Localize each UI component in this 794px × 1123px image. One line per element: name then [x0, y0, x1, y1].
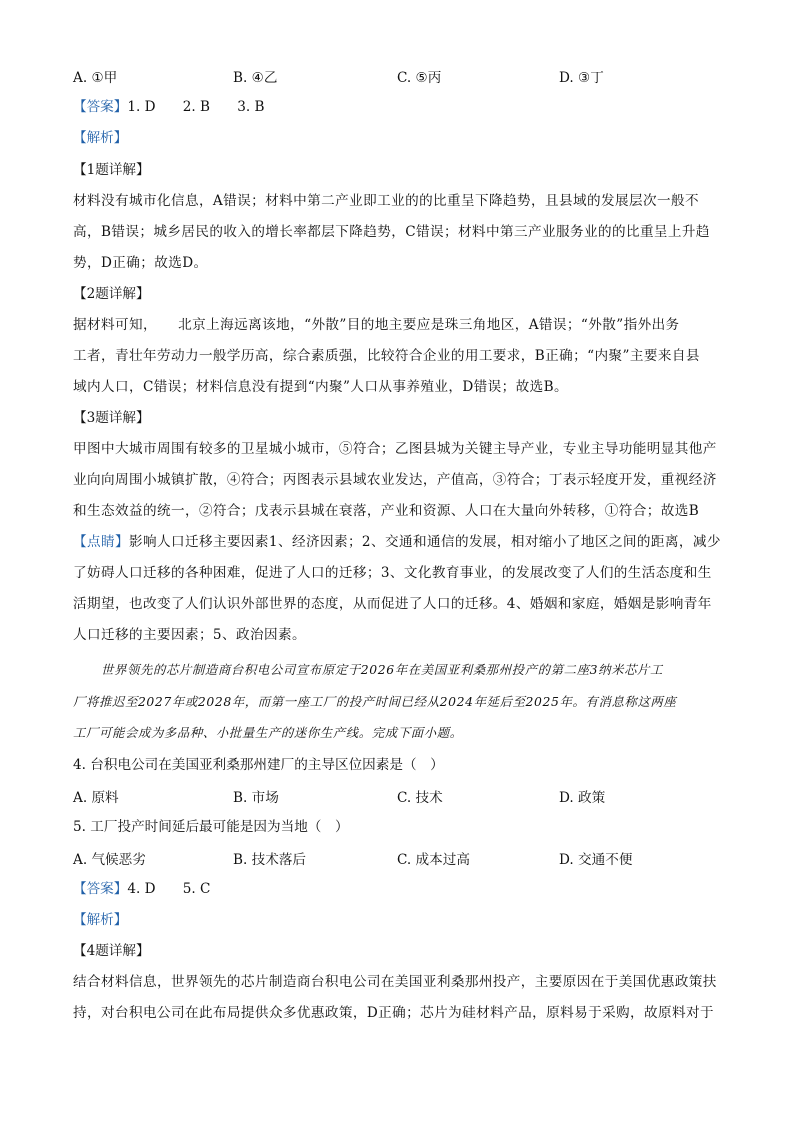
q5-stem: 5. 工厂投产时间延后最可能是因为当地（ ）	[73, 819, 349, 835]
q4-stem: 4. 台积电公司在美国亚利桑那州建厂的主导区位因素是（ ）	[73, 757, 444, 773]
q3-option-a: A. ①甲	[73, 70, 118, 86]
analysis-label: 【解析】	[73, 912, 128, 928]
q5-option-c: C. 成本过高	[397, 852, 470, 868]
detail-4-line: 结合材料信息，世界领先的芯片制造商台积电公司在美国亚利桑那州投产，主要原因在于美国优惠政策扶	[73, 974, 717, 990]
q3-option-b: B. ④乙	[233, 70, 278, 86]
detail-2-line: 域内人口，C错误；材料信息没有提到“内聚”人口从事养殖业，D错误；故选B。	[73, 379, 568, 395]
q4-option-a: A. 原料	[73, 790, 119, 806]
tips-line: 人口迁移的主要因素；5、政治因素。	[73, 627, 306, 643]
detail-1-line: 高，B错误；城乡居民的收入的增长率都层下降趋势，C错误；材料中第三产业服务业的的比重呈上升趋	[73, 224, 710, 240]
q3-options	[73, 66, 723, 86]
q5-options	[73, 848, 723, 868]
tips-line: 了妨碍人口迁移的各种困难，促进了人口的迁移；3、文化教育事业，的发展改变了人们的生活态度和生	[73, 565, 712, 581]
answer-4-5	[73, 879, 723, 899]
answer-label: 【答案】	[73, 99, 128, 115]
answer-label: 【答案】	[73, 881, 128, 897]
detail-4-line: 持，对台积电公司在此布局提供众多优惠政策，D正确；芯片为硅材料产品，原料易于采购，故原料对于	[73, 1005, 715, 1021]
q4-options	[73, 786, 723, 806]
detail-3-line: 业向向周围小城镇扩散，④符合；丙图表示县域农业发达，产值高，③符合；丁表示轻度开发，重视经济	[73, 472, 717, 488]
tips-label: 【点睛】	[73, 534, 129, 550]
detail-3-line: 和生态效益的统一，②符合；戊表示县城在衰落，产业和资源、人口在大量向外转移，①符合；故选B	[73, 503, 700, 519]
q4-option-c: C. 技术	[397, 790, 443, 806]
tips-line: 活期望，也改变了人们认识外部世界的态度，从而促进了人口的迁移。4、婚姻和家庭，婚姻是影响青年	[73, 596, 712, 612]
answer-text: 1. D 2. B 3. B	[127, 99, 265, 115]
detail-3-line: 甲图中大城市周围有较多的卫星城小城市，⑤符合；乙图县城为关键主导产业，专业主导功能明显其他产	[73, 441, 717, 457]
detail-2-line: 工者，青壮年劳动力一般学历高，综合素质强，比较符合企业的用工要求，B正确；“内聚”主要来自县	[73, 348, 700, 364]
q5-option-b: B. 技术落后	[233, 852, 307, 868]
material-line: 世界领先的芯片制造商台积电公司宣布原定于2026年在美国亚利桑那州投产的第二座3纳米芯片工	[101, 662, 664, 677]
q4-option-d: D. 政策	[559, 790, 606, 806]
detail-1-line: 材料没有城市化信息，A错误；材料中第二产业即工业的的比重呈下降趋势，且县域的发展层次一般不	[73, 193, 699, 209]
material-line: 厂将推迟至2027年或2028年，而第一座工厂的投产时间已经从2024年延后至2025年。有消息称这两座	[73, 694, 677, 709]
q5-option-d: D. 交通不便	[559, 852, 633, 868]
answer-1-3	[73, 97, 723, 117]
material-line: 工厂可能会成为多品种、小批量生产的迷你生产线。完成下面小题。	[73, 725, 463, 740]
detail-2-line: 据材料可知， 北京上海远离该地，“外散”目的地主要应是珠三角地区，A错误；“外散”指外出务	[73, 317, 680, 333]
tips-line	[73, 532, 723, 552]
q3-option-c: C. ⑤丙	[397, 70, 442, 86]
q4-option-b: B. 市场	[233, 790, 279, 806]
analysis-label: 【解析】	[73, 130, 128, 146]
answer-text: 4. D 5. C	[127, 881, 211, 897]
detail-2-title: 【2题详解】	[73, 286, 150, 302]
detail-1-line: 势，D正确；故选D。	[73, 255, 208, 271]
detail-4-title: 【4题详解】	[73, 943, 150, 959]
detail-3-title: 【3题详解】	[73, 410, 150, 426]
tips-text: 影响人口迁移主要因素1、经济因素；2、交通和通信的发展，相对缩小了地区之间的距离，减少	[128, 534, 721, 550]
detail-1-title: 【1题详解】	[73, 162, 150, 178]
q3-option-d: D. ③丁	[559, 70, 604, 86]
q5-option-a: A. 气候恶劣	[73, 852, 146, 868]
